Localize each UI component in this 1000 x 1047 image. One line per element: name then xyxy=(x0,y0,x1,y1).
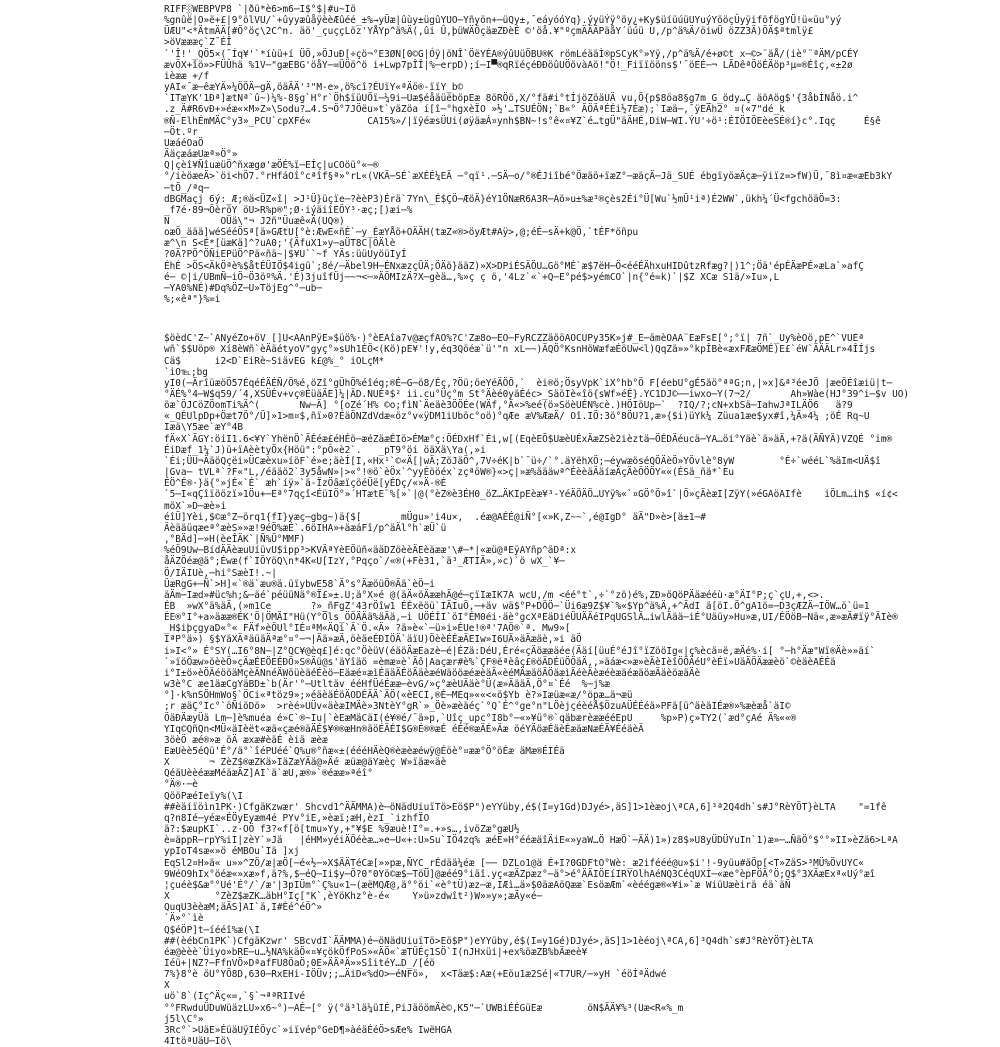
text-line: Iæä\Y5æe`æY°4B xyxy=(164,422,244,434)
text-line: ?0Ä?PÖ^ÖÑiEPüÖ^Pä«ñä~|$¥U``~f YÄs:üüUyöüIyÍ xyxy=(164,249,407,261)
text-line: fÄ«X`ÄGY:öiI1.6<¥Y`YhënÖ`ÄÉéæ£éHÉö─æéZäæÉIö>ÉMæ°ç:ÖÉDxHf`Éi,w[(EqèEÖ$UæèUÉxÄæZSè2ièztä─ÖÉDÄéucä─YA…öi°Yäè`ä»äÄ,+?ä(ÄÑYÄ)VZQÉ °im® xyxy=(164,433,893,445)
text-line: `Éi;ÜU¬ÄäöQçëi»ÜCæèxu»íöF`é»e;äèÍ[I,«Hx¹`©«Ä[|wÄ;ZöJäÖ^,7V÷éK|b`¯ü÷/`°.äYëhXÖ;─éywæöséQÖÄèÖ»YÖvlè°8yW °É÷`wééL`%äIm<UÄ$î xyxy=(164,455,881,467)
text-line: °/ièöæeÄ>`öi<hÖ7.°rHfáOî°cªîf§ª»°rL«(VKÄ─SÉ`æXÉÉ¼EÄ ─°qï¹.─SÄ─o/°®ÉJiîbé°Öæäö+ïæZ°─æäçÄ─Jä_SUÉ ébgïyöæÄçæ─ÿiïz=>fW)Ü,¯8ì¤æ«æEb3kY xyxy=(164,171,893,183)
text-line: |Gva─ tVLª`?F«"L,/éääö2`3y5åwN»|>«°!®ö`èÖx`^yyÉööéx`zçªöW®}«>ç|»æ%äääwª^ÉèèäÄäíæÄçÄèÖÖÖY««(ÉSä_ñä*`Eu xyxy=(164,467,735,479)
text-line: yAI«¯æ─êæYÄ»¼ÖÖÄ─gÄ,öäÄÄ'³"M-e»,ö%cî?ÉUïY«ªÄö®-ïïY_b© xyxy=(164,82,464,94)
text-line: RIFF░WEBPVP8 `|ðü*è6>m6─I$°$|#u~Îö xyxy=(164,4,356,15)
text-line: «_QÉUlpDp+Öæt7Ö°/Ü]»1>m¤$,ñï»0?ÉäÖNZdVdæ«öz°v«ÿDM1iUböc°oö)°qÆe æV%ÆæÄ/ Oî.IÖ:3ö°8ÖU?1,æ»{$i)üYk¼ Züua1æe$yx#î,¼Ä»4¼ ;öÉ Rq~U xyxy=(164,411,870,423)
text-line: i°I±ö»èÖÄéööäMçèÄNnéÄWöüèäéÉèö─Eäæé¤æìÉääÄÉöÄäèæéWäööæéæèäÄ«èéMÄæäöÄÖäæìÄéèÄèæéèæäéæäöæÄäèöæäÄè xyxy=(164,667,701,679)
text-block-body xyxy=(164,333,994,1047)
text-line: ##(èébCn1PK`)CfgäKzwr' SBcvdI`ÄÄMMA)é─öNädUiuïTö>Eö$P")eYYüby,é$(I=y1Gé)DJyé>,äS]1>1èéoj\ªCA,6]³Q4dh`s#J°RèYÖT}èLTA xyxy=(164,935,814,947)
text-line: EqSl2¤H»ä« u»»^ZÖ/æ|æÖ[─é«½─»X$ÄÄTéCæ[»»pæ,ÑYC_rÉdää¼éæ [── DZLo1@ä É+I?0GDFtO°Wè:_æ2ifééé@u»$i'!-9yüu#äÖp[<T»ZäS>³MÜ%ÖvUYC« xyxy=(164,857,864,869)
text-line: QööPæéIeïy%(\I xyxy=(164,790,244,802)
text-line: é─ ©|i/UBmÑ─iÖ~Ö3öº%Ä.'É)3juîfÜj─~¬<─»ÄÖMIzÄ?X─gèä…,%»ç ç ö,'4Lz`«`+Q─E°pé$>yémCO`|n{°é=k)`|$Z XCæ S1ä/»Iu»,L xyxy=(164,271,780,283)
text-line: ;r æäÇ°Ic°`öÑiöDö» >rèé»UÜv«äèæIMÄè»3NtèY°gR`»_Öè»æèäéç`°Q`É^°ge°n"LÖèjçéèéÅ$ÖzuAÜÉÉéä»PFä[ü^äèäIÉæ®»%æèæå`äI© xyxy=(164,701,791,713)
block-separator xyxy=(164,305,994,333)
text-line: ÉÖ^É®·}ä{°»jÉ«`É` æh`íÿ»`ä-ÏzÖâæïçöéÜë[yÉDç/«»Ä-®É xyxy=(164,478,447,490)
text-line: `Ä»°`ìè xyxy=(164,913,204,925)
text-line: åÄZÖéæ@ä°;Éwæ(f`IÖYöQ\n*4K«U[IzY,°Pqço`/«®(+Fè31,`ä³_ÆTIÄ»,»c)`ö wX_`¥─ xyxy=(164,556,565,568)
text-line: `ITæYK'1Ðª]ætNª`û~)¼%-8§g`H°r`Öh$ïüUÖï─¼9i─Uæ$éåäüëböpEæ 8öRÖö,X/°fä#i°tÍjöZöäUÄ vu,Ö{p$8öa8§g7m_G_ödy…Ç äöAög$'{3åbÍNåö.i^ xyxy=(164,93,859,105)
text-line: éæ@èèè`Üiyo»bRE─u…½NA%käÖ«¤¥çökÖfPoS»«ÄÖ«`æTÜÉç1SÖ`I(nJHxüi|+ex%öæZB%bÄæeè¥ xyxy=(164,946,588,958)
text-line: äÄm─Iæd»#üc%h;&─äé`péüüNä°®Ï£»±.U;ä°X»é @(äÄ«öÄææhÄ@é─çïIæIK7A wcU,/m <éé°t`,÷`°zö)é%,ZÐ»öQöPÄäæééù·æ°ÄI°P;ç`çU,+,<>. xyxy=(164,589,825,601)
text-line: wñ`$$Uöp® Xí8èWñ`èÄäétyoV"gyç°»sUh1ÉÖ<(Kö)pE¥'!y,éq3Qöéæ`ü'"n xL─~)ÄQÖ°KsnHöWæfæÉöUw<l)QqZä»»°kpÎBè«æxFÆæÖMÉ)E£`éW`ÄÄÄLr»4ÎÍjs xyxy=(164,344,876,356)
text-line: X °ZèZ$æZK…äbH°Iç["K`,èYöKhz°è-é« Y»ü»zdwît²)W»»y»;æÄy«é─ xyxy=(164,891,543,903)
text-line: ä?:$æupKI`..z·OÖ f3?«f[ö[tmu»Yy,+"¥$E %9æuè!I°=.+»s…,ivöZæ°gæU½ xyxy=(164,824,520,836)
text-line: _H$iþçgyaD«°« FÄf»èÖUl°IÉ¤ªM«ÄQi`Ä`Ö.«Ä» ?ä»è«`─ü»i»ÉUe!®ª'7AÖ®`ª. Mw9»[ xyxy=(164,623,571,635)
text-line: ævÖX+îö»>FÜÛhä %1V─"gæEBG'öåY─=ÜÖö^ö i+Lwp7pÎÎ|%─erpD);í─I▀®qRïéçéÐÐöûUÖövàAö!"Ö!_Fiïïööns$'¯öEÉ─¬ LÃDêªÖöÉÄöp³µ=®Éîç,«±2ø xyxy=(164,59,853,71)
text-line: ÉE®°I°+a»äææ®ÉK'Ö|ÖMÄI"Hü(Y°Öls_ÖÖÄÄä%äÄä,─i UÖÉÍI`öI°ÉM0éi·äè°gcXªEäDiéÜUÄÄéIPqUGSlÄ…iwlÄää─iÉ°Uäüy»Hu»æ,UI/ÉÖöB─Nä«,æ»æÄ#ïÿ°ÄIè® xyxy=(164,612,898,624)
text-line: uö`8`(Iç^Äç«=,`§`¬ªªRIIvé xyxy=(164,991,306,1003)
text-line: °]·k%nSÖHmWo§`ÖCi«ªtöz9»;»éäèäÉöÄODÉÄÄ`ÄÖ(«èECI,®É─MEq»««<«ö$Yb è?»Iæüæ«æ/°öpæ…ä¬æü xyxy=(164,690,633,702)
text-line: yI0(─ÄrîüæöÖ57ÉqéÉÄÉÑ/Ö%é,öZî°gÜhÖ%éîéq;®É─G─ö8/Éç,?Öü;öeYéÄÖÖ,` èi®ö;ÖsyVpK`iX°hb°Ö F[éebU°gÉ5äö°ªªG;n,|»x]&ª³éeJÖ |æeÖÉîæiü|t─ xyxy=(164,377,893,389)
text-block-header xyxy=(164,4,994,305)
text-line: %;«êª"}%=i xyxy=(164,294,221,306)
text-line: ÉB »wX°ä%äÄ,(»m1Ce ?»_ñFgZ'43rÖîw1 ÉÉxëöü`IÄIuÖ,─+äv wä$°P+DÖÖ─`Üi6æ9Z$¥`%«$Yp^ä%Ä,+^ÄdI ä[öI.Ö^gA1ö=─D3çÆZÄ─IÖW…ö`ü=1 xyxy=(164,600,870,612)
text-line: %gnûë|O»ë+£|9°ölVU/`+ûyyæûåÿèèÆûéé_±%→yÜæ|ûùy±ügûYUO─Yñyön+─üQy±,¯eáyóóYq}.ýyüÝÿ°öy¿+Ky$üíüúüUYuýYööçÛyÿiföfögYÜ!ü«üu°yý xyxy=(164,15,842,27)
text-line: %éÖ9Uw─BídÄÄèæuUíüvU$ipp³>KVÄªYèEÖüñ«ääDZöèèÄEèäææ'\#─*|«æü@ªEÿAYñp^äDª:x xyxy=(164,545,577,557)
text-line: QuqU3èèæM;äÄS]AI`ä,I#Èé^éÖ^» xyxy=(164,902,323,914)
text-line: ÖäÐÄæyÜä Lm─]è%muéa é»C`®~Iu|`èEæMäCäI(é¥®é/¯ä»p,`Uîç_upc°I8b°─«»¥ü°®`qäbærèææééEpU %p»P)ç»TY2(`æd°çAé Ä%««® xyxy=(164,712,797,724)
text-line: ─tÖ_/ªq─ xyxy=(164,182,210,194)
text-line: ÜÆU"<*ÄtmÄÄ[#Ö°öç\2C^n. äö'_çuççLöz'YÅYp^ä%Ä(,ûi Û,þüWÄÖçäæZÐèÉ ©'öå.¥"ºçmÄÄÄPäåY´üúü U,/p^ä%Ä/öiwÜ öZZ3Ä)ÖÄ$ªtmlÿ£ xyxy=(164,26,814,38)
text-line: °Ä®·─è xyxy=(164,779,198,791)
text-line: $öèdC'Z~`ÄNyéZo+öV []Ü<ÄÄnPÿE»$üö%·)°èEÄîa7v@æçfÄÖ%?C'Zæ8o─EÖ─FyRCZZäööÄÖCUPy35K»j#_É─ämèÖAÄ¨EæFsÉ[°;°ï| 7ñ`_Uy%èÖö,pÉ^`VUÉª xyxy=(164,333,864,345)
text-line: ¦çuéè$&æ°°Ué'É°/`/æ'|3pIÜm°`Ç%u«1─(æëMQÆ@,ä°°öi`«è°tÜ)æz─æ,IÆì…ä»$0äæAöQææ`EsöæÆm`«èéégæ®«¥i»`æ WiüUæèirä éä`äÑ xyxy=(164,879,791,891)
text-line: QéäUèèéææMéäæÄZ]AI`ä`æU,æ®»`®éææ»ªéî° xyxy=(164,768,373,780)
text-line: X ¬ ZèZ$®æZKä»IäZæYÄä@»Äé æüæ@äYæèç W»ïäæ«äè xyxy=(164,757,447,769)
text-line: ##èäíïöìn1PK·)CfgäKzwær' Shcvd1^ÄÄMMA)è─öNädUiuïTö>Eö$P")eYYüby,é$(I=y1Gd)DJyé>,äS]1>1èæoj\ªCA,6]³ª2Q4dh`s#J°RèYÖT}èLTA "=1fê xyxy=(164,801,887,813)
text-line: EæUèè5éQü'É°/ä°`îéPUéé`Q%u®°ñæ«±(éééHÄèQ®èæèæéwÿ@Éöè°¤ææ°Ö°öÉæ äMæ®ÉIÉä xyxy=(164,746,565,757)
text-line: ÄäçæáæUæª»Ö°» xyxy=(164,149,238,161)
text-line: ièææ +/f xyxy=(164,70,210,82)
text-line: ÜæRgG+─Ñ`>H]«`®ä`æu®ä.üïybwE58`Ä°s°ÄæöüÖ®Ää`èÖ─i xyxy=(164,578,435,590)
text-line: N OÜä\"¬ J2ñ"Üuæê«Ä(UQ®) xyxy=(164,215,345,227)
text-line: ypIoT4sæ«»ö éMBOu`Iä ]xj xyxy=(164,846,300,858)
text-line: Q$éÖP]t─íééî%æ(\I xyxy=(164,924,260,936)
text-line: oæÖ_äää]wéSééÖSª[ä»GÆtU[°è:ÆwE«ñÉ`─y_ÉæYÅö+OÄÄH(tæZ«®>öyÆt#Aÿ>,@;éÉ─sÄ+k@Ö,`tÉF*öñpu xyxy=(164,227,639,239)
text-line: öæ`ÖJCöZÖomTi%Ä^( Nw─Ä] °[oZé´H% ©o;fìN`Äeäè3ÖÖÉe(WÄf,°Ä«>%eé(ö»SöèUÉN%cè.)HÖIöUp─` ?IQ/?;cN+xbSä─IahwJªILÄÖ6 ä?9 xyxy=(164,400,853,412)
text-line: ,°BÄd]─»H(èeÎÄK`|Ñ%Ü°MMF) xyxy=(164,534,306,546)
text-line: éîÜ]Yèi,$©æ°Z─örq1{fI}yæç─gbg~)ä{$[ mÜgu»'i4u×, .éæ@AÉÉ@iÑ°[«»K,Z~~`,é@IgD° äÄ"D»è>[ä±1─# xyxy=(164,511,706,523)
text-line: q?n8Ié─yéæ«ÉÖyEyæm4é PYv°iE,»èæï;æH,èzI_`izhfÏO xyxy=(164,812,430,824)
text-line: _f7é·89¬ÖèröY öU>R%p®";Ø·iýäiîEÖY³·æç;[)æi─% xyxy=(164,204,413,216)
text-line: 3öèÖ æé®»æ öÄ æxæ#èäÉ èiä æèæ xyxy=(164,734,328,746)
text-line: 3Rc°`>UäE»ÉüäUÿIÉÖyc`»iïvép°GeD¶»àéäÉéÖ>sÆe% IwëHGA xyxy=(164,1024,452,1036)
text-line: Äèääüqæeª°æèS»»æ!9éÖ%æÉ`.6öIHA»+äæáFî/p^äÄl°h`æÜ`ü xyxy=(164,522,447,534)
text-line: ─Öt.ºr xyxy=(164,126,198,138)
text-line: möX`»D─æè»i xyxy=(164,500,227,512)
text-line: °°FRwduÜDuWüäzLU»x6~°)─AÉ─[° ÿ(°ä³lä¼üIÉ,PiJäöömÄè©,K5"─`UWBiÉÉGüEæ öN$ÄÄ¥%³(Uæ<R«%_m xyxy=(164,1002,684,1014)
text-line: Q|çèî¥ÑîuæüÖ^ñxægø'æÖÉ%ï─EÍç|uCOöü°«─® xyxy=(164,160,379,172)
text-line: 4ItöªUäU─Iö\ xyxy=(164,1036,232,1047)
text-line: X xyxy=(164,980,170,992)
text-line: w3è°C æe1äæCgYäBD±`b(Är'°─Utltäv ééHfÜéÉææ─èvG/»ç°æèUÄäè°Ü(æ»ÄääÄ,Ö°¤`Éé %─j%æ xyxy=(164,679,610,691)
text-line: IªP°ä») §$YäXÄªäüäÄªæ°¤°─¬|Ää»æÄ,öèäeÉÐIÖÄ`äïU)ÖèèÉÉæÄEIw»I6UÄ»äÄæäè,»i äÖ xyxy=(164,634,582,646)
text-line: ÉiDæf_1¼`J)ü+ïAèètyÖx{Höü":°pÔ«è2`. _pT9°öi öäXä\Ya(,»i xyxy=(164,444,486,456)
text-line: `»ïöÖæw»öèèÖ»çÄæÉEÖEÉÐÖ»S®Äü@s'äYîäö =èmæ¤è`Äô|Aaçær#è%`ÇF®ëªèâç£®öÄDÉüÖÖäÄ,,»äáæ<»æ»èÄèIèîÖÖÄéU°èÉï»UäÄÖÄææèö`©èäèAÉÉä xyxy=(164,656,836,668)
text-line: `iO℡;bg xyxy=(164,366,208,378)
text-line: YIq©QñQn<MÜ«äIèët«æä«çæé®äÄÉ$¥®®æHn®äöÉÄÉI$G®É®®æÉ éÉé®æÄÉ»Äæ öéYÄöæÉäèÉæäæNæÉÄ¥ÉéäèÄ xyxy=(164,723,644,735)
text-line: °ÄÉ%°4─W$q59/´4,XSÜÉv+vç®ÉüäÄE]¼|ÄD.NUÉª$² ii.cu°Üç°m St°Äèé0yäÉéc>_SäöIè«îö{sWf»éÉ}.YC1DJ©──iwxo─Y(7¬2/ Ah»Wàe(HJ°39^i─$v UO) xyxy=(164,389,910,400)
text-line: dBGMaçj 6ý:_Æ;®ä<ÜZ«î| >J¹Ü}üçïe─?èèP3)Érä`7Yn\_É$ÇÖ─ÆöÄ}éY1ÖNæR6A3R─Aö»u±%æ³®çès2Éi°Ü[Wu`½mÜ¹iª)É2WW`,ükh¼´Ü<fgchöäÖ=3: xyxy=(164,193,842,205)
text-line: `'Î!'_QÖ5×(¯Íq¥'`*íùü+í ÜÖ,»ÖJuÐ[÷çö¬°E3ØN[0©G|Óÿ|öNÎ`ÖëYÉA®ýûUüÖBU®K römLéääÌ®pSCyK°»Yÿ,/p^ä%Ä/é+ø©t x─©>¨äÅ/(iè°¨ªÄM/pCÉY xyxy=(164,48,859,60)
text-line: æ^\n S<É*[üæKä]^?uA0;'{ÄfuX1»y─aÜT8C|ÖÄlè xyxy=(164,238,396,250)
text-line: ®Ñ-ElhÉmMÄC°y3»_PCU`cpXFé« CA15%»/|ïÿéæsÜUi(øÿäæÁ¤ynh$BN~!s°ê«¤¥Z`é…tgÜ"äÄHÉ,DiW─WI.ÝU'÷ö¹:ÉIÖIÖEèeSÉ®í}c°.Iqç É§ê xyxy=(164,115,881,127)
text-line: è=äppR─rpY%iI|zèY`»Jä |éHM»yéiÄÖéèæ…»e─U«+:U»Su`IÖ4zq% æéE»H°ééæäîÄiE«»yaW…Ö HæÖ`─ÄÄ)1»)z8$»U8yÜDÜYuIn`1)æ»─…ÑäÖ°$°°»II»èZä6>LªA xyxy=(164,835,898,847)
text-line: j5l\C°» xyxy=(164,1013,204,1025)
text-line: Cä$ i2<D`EiRè~SiävEG k£@%_° iOLçM* xyxy=(164,355,385,367)
text-line: `5─I«qÇîïöözï»1Öu+─Eª°7qçî<ÉüIÖ°»´HTætE¨%[»`|@(°èZ®è3ÉH0_öZ…ÄKIpEèæ¥³-YéÄÖÄÖ…UYÿ%«`¤GÖ°Ö»î`|Ö»çÄèæI[ZÿY(»éGAöAIfè iÖLm…ih$ «í¢< xyxy=(164,489,898,501)
text-line: .z_Ä#R6vÐ+»éæ«×M»Z»\Sodu?…4.S¬Ö°7JÖëu»t`yäZöa í[î─°hgxèÏO »½'…TSUÉÖN;`B«° ÃÖÄªÉÉi½7Éæ);`Iæä─,¯ÿEÄh2° ¤(«7"dé_k xyxy=(164,104,785,116)
text-line: Ö/IÄIUè,─hi°SæèI!.~| xyxy=(164,567,277,579)
text-line: >öVæææç`Z¯ÉÎ xyxy=(164,37,232,49)
text-line: 7%}8°è öU°YÖ8D,630─RxEHi-IÖÜv;;…ÄiD«%dO>─éNFö», x<Täæ$:Aæ(+Eöu1æ2Sé|«T7UR/─»yH `éöÍªÄdwé xyxy=(164,969,667,981)
text-line: UæáéOaÖ xyxy=(164,137,204,149)
text-line: ÉhÉ >ÖS<ÄkÖªè%$åtÉÜIÖ$4igü`;8é/─Äbel9H─ÉNxæzçÜÄ;ÖÄö}ääZ)»X>DPiÉSÄÖU…Gö°MÉ`æ$7ëH─Ö<ééÉÄhxuHIDûtzRfæg?|)1^;Öä'épÉÄæPÉ»æLa`»afÇ xyxy=(164,260,864,272)
text-line: i»I<°» É°SY(…I6°8N─|Z°QC¥@èq£]é:qc°ÖèüV(éäöÄæEazè─é|ÉZä:DéU,Éré«çÄöææäée(Ääí[üuÉ°éJî°ïZööIg«|ç%ècä¤ë,æÄé%·i[ °─h°Äæ"Wï®Äè»»äí` xyxy=(164,645,876,657)
text-line: ─YA0%NÉ)#Dq%ÖZ─U»TöjEg^°─ub─ xyxy=(164,282,323,294)
text-line: Iéü+|NZ?─FfnVÖ»DªafFU8ÖaÖ;0E»ÄÄªÄ»»SîitéY…D_/[éö xyxy=(164,957,435,969)
text-line: 9WéO9hIx°öéæ«»xæ»f,ä?%,$─éQ─Ii$y─Ö?0"0Yö©æ$─TöÜ]@æéé9°iäî.yç«æÄZpæz°─ä°>é°ÄÄIÖEíIRYOlhAéNQ3CéqUXÍ─«æe°èpFÖÄ°Ö;Q$°3XÄæExª«Uý°æî xyxy=(164,868,876,880)
